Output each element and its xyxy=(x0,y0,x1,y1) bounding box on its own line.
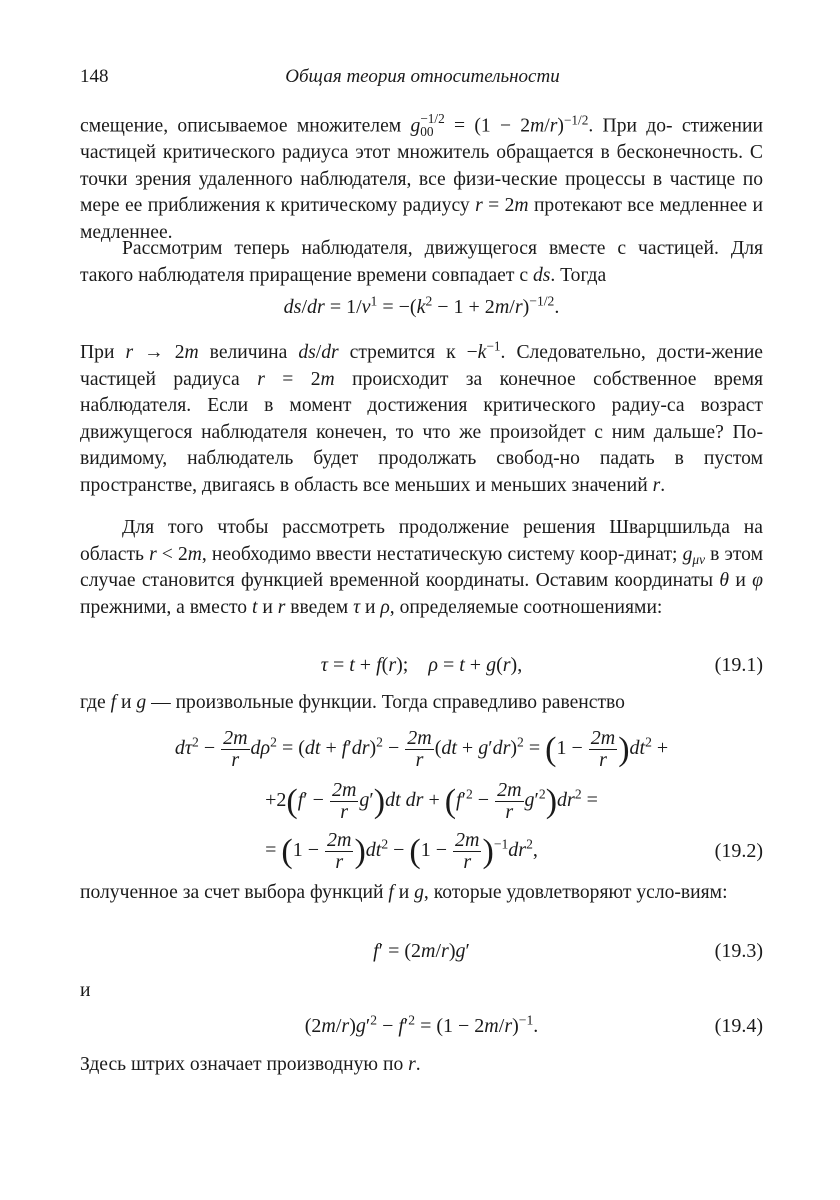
equation-19-4-formula: $(2m/r)g'^2 - f'^2 = (1 - 2m/r)^{-1}$. xyxy=(304,1012,539,1037)
equation-ds-dr xyxy=(80,293,763,326)
paragraph-5: где f и g — произвольные функции. Тогда справедливо равенство xyxy=(80,692,625,713)
equation-19-3-formula: f′ = (2m/r)g′ xyxy=(373,940,470,962)
equation-number: (19.3) xyxy=(714,940,763,962)
equation-19-1-formula: τ = t + f(r); ρ = t + g(r), xyxy=(320,654,523,676)
equation-19-2-line-1 xyxy=(80,728,763,774)
equation-19-2-line-3 xyxy=(80,830,763,876)
page-number: 148 xyxy=(80,66,109,87)
equation-19-2-line-2 xyxy=(80,780,763,826)
formula-text-mirror xyxy=(0,0,1,1)
equation-19-2-line-3-formula: = (1 − $\frac{2m}{r}$ )$dt^2 - (1$ − $\frac{2m}{r}$ )$^{-1}dr^2$, xyxy=(265,829,538,873)
paragraph-2: Рассмотрим теперь наблюдателя, движущегося вместе с частицей. Для такого наблюдателя приращение времени совпадает с ds. Тогда xyxy=(80,238,763,286)
equation-number: (19.4) xyxy=(714,1015,763,1037)
page-header xyxy=(80,66,765,92)
equation-19-2-line-2-formula: +2(f′ − $\frac{2m}{r}$ g′)dt dr + ($f'^2$ − $\frac{2m}{r}$ $g'^2)dr^2$ = xyxy=(265,779,598,823)
paragraph-4: Для того чтобы рассмотреть продолжение решения Шварцшильда на область r < 2m, необходимо ввести нестатическую систему коор-динат; $g_{\mu\nu}$ в этом случае становится функцией временной координаты. Оставим координаты θ и φ прежними, а вместо t и r введем τ и ρ, определяемые соотношениями: xyxy=(80,517,763,618)
equation-19-4 xyxy=(80,1012,763,1045)
paragraph-6: полученное за счет выбора функций f и g, которые удовлетворяют усло-виям: xyxy=(80,882,728,903)
paragraph-3: При r → 2m величина ds/dr стремится $к -k^{-1}$. Следовательно, дости-жение частицей радиуса r = 2m происходит за конечное собственное время наблюдателя. Если в момент достижения критического радиу-са возраст движущегося наблюдателя конечен, то что же произойдет с ним дальше? По-видимому, наблюдатель будет продолжать свобод-но падать в пустом пространстве, двигаясь в область все меньших и меньших значений r. xyxy=(80,338,764,496)
equation-19-3 xyxy=(80,940,763,970)
equation-19-1 xyxy=(80,654,763,684)
equation-19-2-line-1-formula: $d\tau^2$ − $\frac{2m}{r}$ $d\rho^2 = (dt + f'dr)^2$ − $\frac{2m}{r}$ (dt + g′dr)$^2$ = (1 − $\frac{2m}{r}$ )$dt^2$ + xyxy=(174,727,669,771)
equation-number: (19.2) xyxy=(714,840,763,862)
paragraph-7: Здесь штрих означает производную по r. xyxy=(80,1054,421,1075)
equation-ds-dr-formula: $ds/dr = 1/v^1 = -(k^2 - 1 + 2m/r)^{-1/2}$. xyxy=(283,293,560,318)
equation-number: (19.1) xyxy=(714,654,763,676)
paragraph-1: смещение, описываемое множителем g −1/2 00 = $(1 - 2m/r)^{-1/2}$. При до- стижении частицей критического радиуса этот множитель обращается в бесконечность. С точки зрения удаленного наблюдателя, все физи-ческие процессы в частице по мере ее приближения к критическому радиусу r = 2m протекают все медленнее и медленнее. xyxy=(80,111,763,244)
conjunction-and: и xyxy=(80,980,91,1001)
running-title: Общая теория относительности xyxy=(285,66,560,87)
